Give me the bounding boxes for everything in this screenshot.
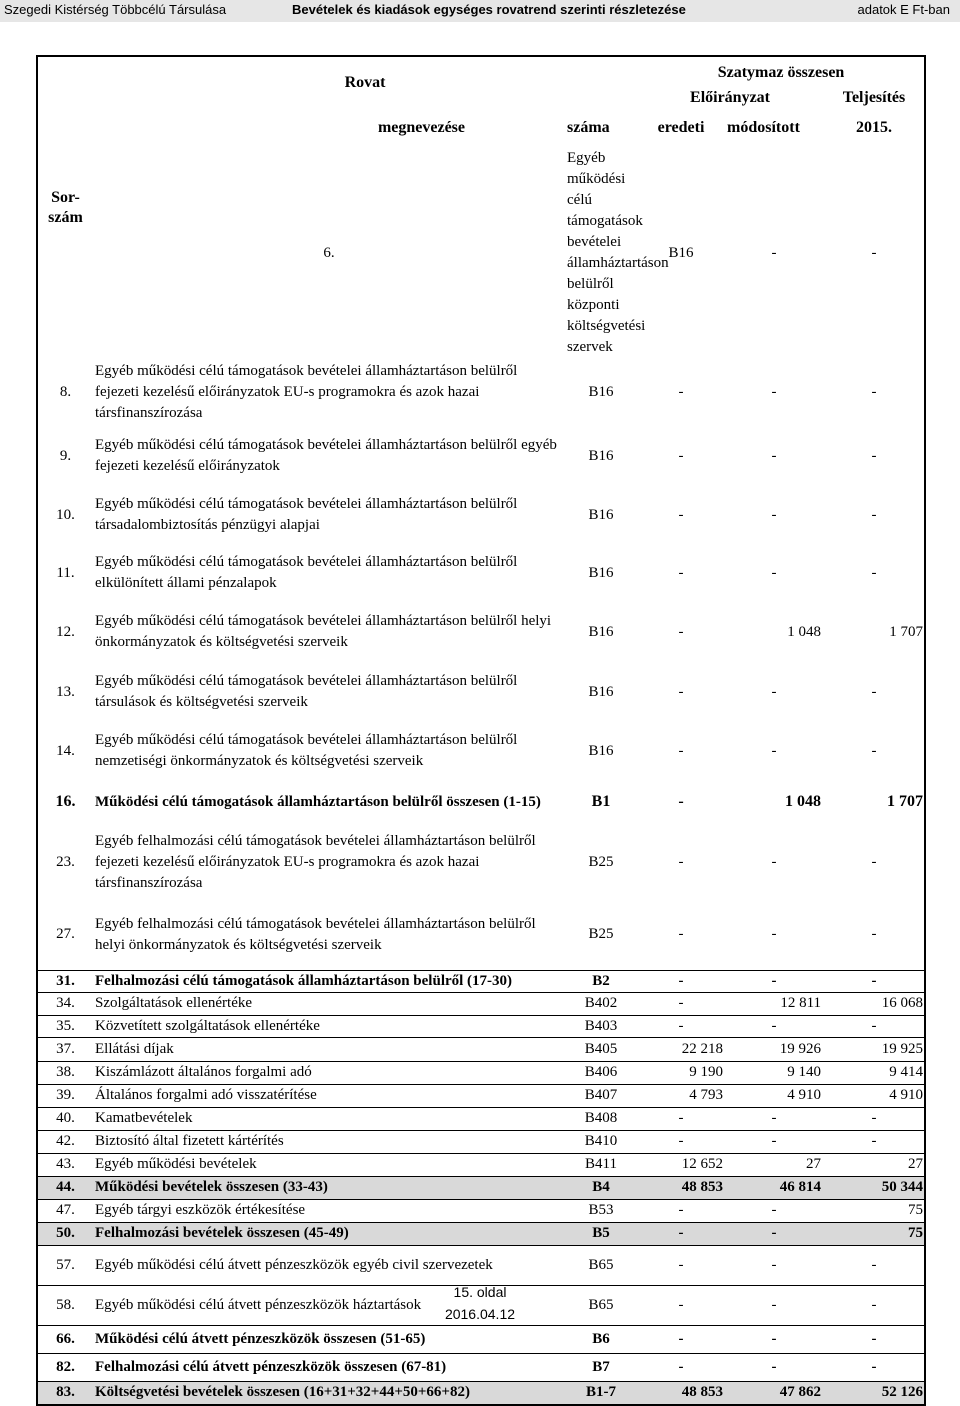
table-row — [37, 1061, 925, 1084]
row-modositott: - — [725, 1353, 823, 1381]
row-teljesites: 27 — [823, 1153, 925, 1176]
table-row — [37, 602, 925, 662]
row-name: Egyéb felhalmozási célú támogatások bevételei államháztartáson belülről fejezeti kezelésű előirányzatok EU-s programokra és azok hazai társfinanszírozása — [95, 832, 536, 891]
row-name: Kamatbevételek — [93, 1107, 565, 1130]
table-row — [37, 780, 925, 824]
row-teljesites: - — [871, 447, 877, 464]
row-modositott: - — [725, 1245, 823, 1285]
row-number: 27. — [56, 926, 75, 943]
row-number: 50. — [37, 1222, 93, 1245]
row-code: B407 — [565, 1084, 637, 1107]
table-row — [37, 900, 925, 970]
col-header-szama: száma — [567, 119, 610, 136]
row-modositott: - — [771, 853, 777, 870]
row-number: 8. — [59, 383, 72, 400]
col-header-eredeti: eredeti — [657, 119, 705, 136]
row-teljesites: 75 — [823, 1222, 925, 1245]
row-name: Költségvetési bevételek összesen (16+31+32+44+50+66+82) — [93, 1381, 565, 1405]
page-number: 15. oldal — [453, 1284, 507, 1300]
table-row — [37, 1153, 925, 1176]
row-name: Működési bevételek összesen (33-43) — [93, 1176, 565, 1199]
row-eredeti: 22 218 — [637, 1037, 725, 1061]
row-code: B16 — [588, 383, 614, 400]
row-teljesites: 1 707 — [887, 793, 924, 810]
row-number: 83. — [37, 1381, 93, 1405]
row-code: B1-7 — [565, 1381, 637, 1405]
row-modositott: - — [725, 1325, 823, 1353]
table-row — [37, 992, 925, 1015]
row-code: B2 — [565, 970, 637, 992]
row-number: 82. — [37, 1353, 93, 1381]
row-name: Egyéb működési célú támogatások bevételei államháztartáson belülről elkülönített állami pénzalapok — [95, 554, 518, 591]
row-number: 66. — [37, 1325, 93, 1353]
row-eredeti: - — [678, 853, 684, 870]
row-modositott: 4 910 — [725, 1084, 823, 1107]
row-code: B25 — [588, 926, 614, 943]
row-eredeti: - — [678, 506, 684, 523]
row-number: 10. — [56, 506, 75, 523]
table-row — [37, 544, 925, 602]
row-teljesites: - — [871, 926, 877, 943]
table-row — [37, 358, 925, 426]
row-modositott: 47 862 — [725, 1381, 823, 1405]
row-name: Egyéb működési célú átvett pénzeszközök háztartások — [93, 1285, 565, 1325]
row-name: Egyéb működési célú átvett pénzeszközök egyéb civil szervezetek — [93, 1245, 565, 1285]
table-row — [37, 1381, 925, 1405]
header-title: Bevételek és kiadások egységes rovatrend szerinti részletezése — [292, 2, 686, 17]
row-modositott: 46 814 — [725, 1176, 823, 1199]
table-row — [37, 1015, 925, 1037]
table-row — [37, 1107, 925, 1130]
table-row — [37, 722, 925, 780]
row-eredeti: - — [678, 683, 684, 700]
row-code: B408 — [565, 1107, 637, 1130]
row-code: B411 — [565, 1153, 637, 1176]
row-eredeti: - — [637, 1325, 725, 1353]
row-name: Szolgáltatások ellenértéke — [93, 992, 565, 1015]
row-code: B5 — [565, 1222, 637, 1245]
row-teljesites: - — [823, 1245, 925, 1285]
row-number: 39. — [37, 1084, 93, 1107]
row-code: B16 — [588, 506, 614, 523]
row-code: B65 — [565, 1245, 637, 1285]
row-eredeti: - — [678, 926, 684, 943]
row-number: 43. — [37, 1153, 93, 1176]
col-header-modositott: módosított — [727, 119, 800, 136]
row-teljesites: - — [823, 1353, 925, 1381]
row-modositott: - — [725, 970, 823, 992]
row-eredeti: - — [678, 564, 684, 581]
row-modositott: - — [725, 1130, 823, 1153]
row-code: B402 — [565, 992, 637, 1015]
row-name: Egyéb felhalmozási célú támogatások bevételei államháztartáson belülről helyi önkormányzatok és költségvetési szerveik — [95, 915, 536, 953]
table-row — [37, 486, 925, 544]
row-code: B7 — [565, 1353, 637, 1381]
row-eredeti: - — [637, 992, 725, 1015]
col-header-megnevezese: megnevezése — [377, 119, 465, 136]
row-code: B406 — [565, 1061, 637, 1084]
row-number: 6. — [323, 244, 335, 261]
row-teljesites: 9 414 — [823, 1061, 925, 1084]
row-eredeti: - — [637, 1107, 725, 1130]
row-teljesites: 19 925 — [823, 1037, 925, 1061]
row-number: 47. — [37, 1199, 93, 1222]
row-teljesites: - — [871, 853, 877, 870]
col-header-year: 2015. — [856, 119, 893, 136]
row-modositott: - — [725, 1285, 823, 1325]
row-number: 11. — [56, 564, 75, 581]
row-name: Működési célú átvett pénzeszközök összesen (51-65) — [93, 1325, 565, 1353]
row-modositott: - — [771, 383, 777, 400]
row-number: 9. — [59, 447, 72, 464]
row-eredeti: - — [637, 1199, 725, 1222]
row-name: Általános forgalmi adó visszatérítése — [93, 1084, 565, 1107]
row-code: B25 — [588, 853, 614, 870]
row-modositott: 12 811 — [725, 992, 823, 1015]
table-row — [37, 1222, 925, 1245]
table-row — [37, 1325, 925, 1353]
table-row — [37, 1176, 925, 1199]
row-teljesites: 16 068 — [823, 992, 925, 1015]
row-modositott: - — [771, 683, 777, 700]
row-eredeti: - — [637, 1353, 725, 1381]
row-eredeti: - — [678, 383, 684, 400]
print-date: 2016.04.12 — [444, 1306, 516, 1322]
table-row — [37, 1130, 925, 1153]
row-teljesites: - — [871, 742, 877, 759]
table-row — [37, 1037, 925, 1061]
row-name: Egyéb működési célú támogatások bevételei államháztartáson belülről egyéb fejezeti kezelésű előirányzatok — [95, 437, 557, 474]
row-modositott: - — [771, 564, 777, 581]
row-modositott: 27 — [725, 1153, 823, 1176]
row-eredeti: - — [637, 1245, 725, 1285]
header-organization: Szegedi Kistérség Többcélú Társulása — [4, 2, 227, 17]
row-name: Egyéb működési célú támogatások bevételei államháztartáson belülről fejezeti kezelésű előirányzatok EU-s programokra és azok hazai társfinanszírozása — [95, 362, 518, 421]
row-code: B16 — [668, 244, 694, 261]
row-modositott: - — [725, 1107, 823, 1130]
row-number: 31. — [37, 970, 93, 992]
row-eredeti: - — [637, 1222, 725, 1245]
row-name: Egyéb működési célú támogatások bevételei államháztartáson belülről társadalombiztosítás pénzügyi alapjai — [95, 496, 518, 533]
row-modositott: - — [771, 506, 777, 523]
row-code: B53 — [565, 1199, 637, 1222]
row-modositott: - — [725, 1199, 823, 1222]
row-eredeti: - — [637, 1285, 725, 1325]
row-code: B410 — [565, 1130, 637, 1153]
row-modositott: - — [771, 926, 777, 943]
row-teljesites: - — [871, 683, 877, 700]
row-number: 13. — [56, 683, 75, 700]
row-modositott: - — [725, 1222, 823, 1245]
row-teljesites: 50 344 — [823, 1176, 925, 1199]
row-code: B6 — [565, 1325, 637, 1353]
row-eredeti: 9 190 — [637, 1061, 725, 1084]
row-modositott: 9 140 — [725, 1061, 823, 1084]
row-name: Egyéb működési célú támogatások bevételei államháztartáson belülről helyi önkormányzatok és költségvetési szerveik — [95, 613, 552, 650]
table-row — [37, 662, 925, 722]
row-number: 44. — [37, 1176, 93, 1199]
row-code: B4 — [565, 1176, 637, 1199]
row-name: Ellátási díjak — [93, 1037, 565, 1061]
row-eredeti: - — [771, 244, 777, 261]
row-eredeti: - — [637, 1015, 725, 1037]
row-name: Egyéb működési célú támogatások bevételei államháztartáson belülről nemzetiségi önkormányzatok és költségvetési szerveik — [95, 732, 518, 769]
row-name: Felhalmozási célú támogatások államháztartáson belülről (17-30) — [93, 970, 565, 992]
row-teljesites: - — [871, 383, 877, 400]
row-teljesites: - — [823, 1325, 925, 1353]
row-name: Egyéb tárgyi eszközök értékesítése — [93, 1199, 565, 1222]
col-header-sorszam: Sor-szám — [48, 188, 83, 226]
table-row — [37, 970, 925, 992]
row-number: 38. — [37, 1061, 93, 1084]
table-row — [37, 1245, 925, 1285]
row-eredeti: - — [637, 970, 725, 992]
row-modositott: 1 048 — [785, 793, 822, 810]
table-row — [37, 1353, 925, 1381]
row-name: Egyéb működési bevételek — [93, 1153, 565, 1176]
row-modositott: - — [725, 1015, 823, 1037]
row-code: B16 — [588, 447, 614, 464]
row-code: B16 — [588, 742, 614, 759]
row-name: Egyéb működési célú támogatások bevételei államháztartáson belülről társulások és költségvetési szerveik — [95, 673, 518, 710]
row-eredeti: - — [678, 447, 684, 464]
header-unit: adatok E Ft-ban — [857, 2, 950, 17]
row-name: Egyéb működési célú támogatások bevételei államháztartáson belülről központi költségvetési szervek — [567, 150, 669, 355]
row-modositott: - — [771, 742, 777, 759]
row-teljesites: 4 910 — [823, 1084, 925, 1107]
row-number: 40. — [37, 1107, 93, 1130]
row-code: B403 — [565, 1015, 637, 1037]
row-teljesites: - — [823, 970, 925, 992]
row-modositott: 1 048 — [787, 623, 822, 640]
row-teljesites: - — [823, 1107, 925, 1130]
row-number: 42. — [37, 1130, 93, 1153]
row-eredeti: - — [678, 793, 684, 810]
row-number: 14. — [56, 742, 75, 759]
row-eredeti: - — [637, 1130, 725, 1153]
row-modositott: 19 926 — [725, 1037, 823, 1061]
row-eredeti: 4 793 — [637, 1084, 725, 1107]
row-eredeti: 48 853 — [637, 1176, 725, 1199]
row-eredeti: - — [678, 742, 684, 759]
row-code: B16 — [588, 683, 614, 700]
row-teljesites: - — [823, 1015, 925, 1037]
row-number: 23. — [56, 853, 75, 870]
table-row — [37, 148, 925, 358]
row-code: B65 — [565, 1285, 637, 1325]
table-row — [37, 1199, 925, 1222]
row-eredeti: 48 853 — [637, 1381, 725, 1405]
row-name: Felhalmozási célú átvett pénzeszközök összesen (67-81) — [93, 1353, 565, 1381]
row-code: B1 — [591, 793, 611, 810]
page-header — [0, 0, 960, 22]
col-header-rovat: Rovat — [344, 73, 386, 91]
row-teljesites: 75 — [823, 1199, 925, 1222]
row-code: B16 — [588, 623, 614, 640]
row-number: 12. — [56, 623, 75, 640]
row-number: 57. — [37, 1245, 93, 1285]
row-teljesites: - — [871, 564, 877, 581]
row-number: 37. — [37, 1037, 93, 1061]
row-name: Működési célú támogatások államháztartáson belülről összesen (1-15) — [95, 793, 541, 810]
table-row — [37, 1084, 925, 1107]
col-header-teljesites: Teljesítés — [842, 89, 906, 106]
table-row — [37, 824, 925, 900]
row-teljesites: - — [823, 1130, 925, 1153]
row-eredeti: - — [678, 623, 684, 640]
row-teljesites: - — [871, 506, 877, 523]
row-code: B16 — [588, 564, 614, 581]
row-number: 16. — [55, 793, 76, 810]
row-name: Felhalmozási bevételek összesen (45-49) — [93, 1222, 565, 1245]
col-header-szatymaz: Szatymaz összesen — [717, 63, 845, 81]
row-modositott: - — [771, 447, 777, 464]
row-eredeti: 12 652 — [637, 1153, 725, 1176]
row-teljesites: 1 707 — [889, 623, 924, 640]
row-modositott: - — [871, 244, 877, 261]
row-teljesites: 52 126 — [823, 1381, 925, 1405]
row-number: 35. — [37, 1015, 93, 1037]
row-code: B405 — [565, 1037, 637, 1061]
row-number: 34. — [37, 992, 93, 1015]
table-row — [37, 426, 925, 486]
row-name: Közvetített szolgáltatások ellenértéke — [93, 1015, 565, 1037]
row-name: Biztosító által fizetett kártérítés — [93, 1130, 565, 1153]
row-teljesites: - — [823, 1285, 925, 1325]
revenue-table — [36, 55, 926, 1406]
row-name: Kiszámlázott általános forgalmi adó — [93, 1061, 565, 1084]
row-number: 58. — [37, 1285, 93, 1325]
col-header-eloiranyzat: Előirányzat — [690, 89, 771, 106]
